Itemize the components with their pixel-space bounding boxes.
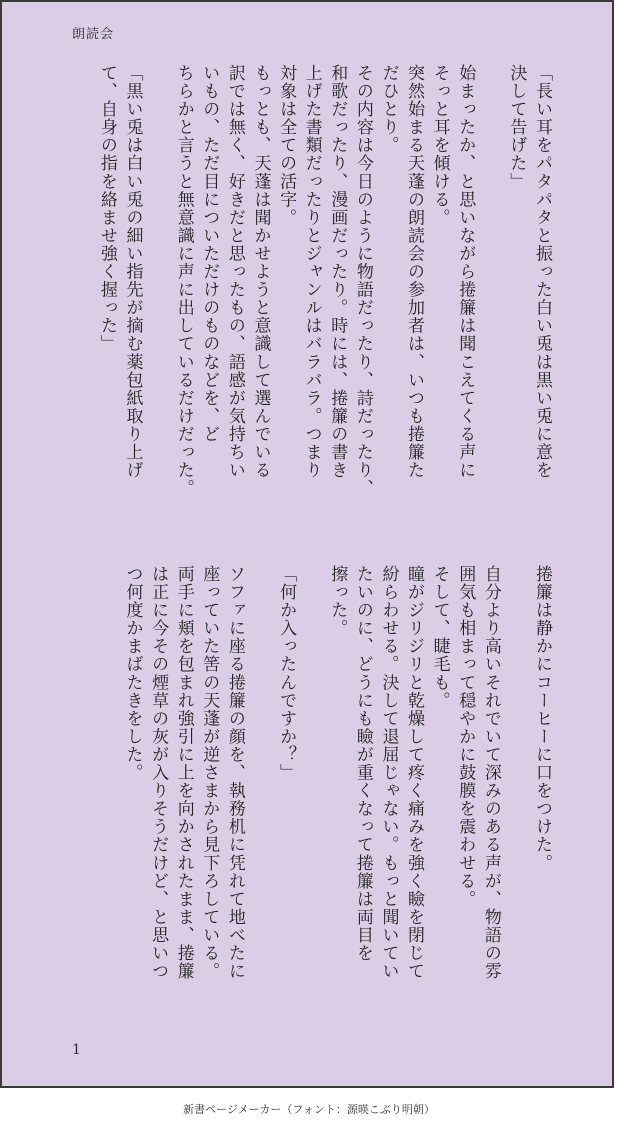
vertical-text-lower-block: 捲簾は静かにコーヒーに口をつけた。 自分より高いそれでいて深みのある声が、物語の雰 囲気も相まって穏やかに鼓膜を震わせる。 そして、睫毛も。 瞳がジリジリと乾燥して疼く痛みを強く瞼を閉じて 紛らわせる。決して退屈じゃない。もっと聞いてい たいのに、どうにも瞼が重くなって捲簾は両目を 擦った。 「何か入ったんですか？」 ソファに座る捲簾の顔を、執務机に凭れて地べたに 座っていた筈の天蓬が逆さまから見下ろしている。 両手に頬を包まれ強引に上を向かされたまま、捲簾 は正に今その煙草の灰が入りそうだけど、と思いつ つ何度かまばたきをした。	[122, 565, 552, 981]
running-header-title: 朗読会	[72, 27, 115, 42]
page-number: 1	[72, 1042, 81, 1058]
vertical-text-upper-block: 「長い耳をパタパタと振った白い兎は黒い兎に意を 決して告げた」 始まったか、と思いながら捲簾は聞こえてくる声に そっと耳を傾ける。 突然始まる天蓬の朗読会の参加者は、いつも捲簾た だひとり。 その内容は今日のように物語だったり、詩だったり、 和歌だったり、漫画だったり。時には、捲簾の書き 上げた書類だったりとジャンルはバラバラ。つまり 対象は全ての活字。 もっとも、天蓬は聞かせようと意識して選んでいる 訳では無く、好きだと思ったもの、語感が気持ちい いもの、ただ目についただけのものなどを、ど ちらかと言うと無意識に声に出しているだけだった。 「黒い兎は白い兎の細い指先が摘む薬包紙取り上げ て、自身の指を絡ませ強く握った」	[96, 64, 552, 498]
footer-credit: 新書ページメーカー（フォント：源暎こぶり明朝）	[183, 1103, 435, 1116]
